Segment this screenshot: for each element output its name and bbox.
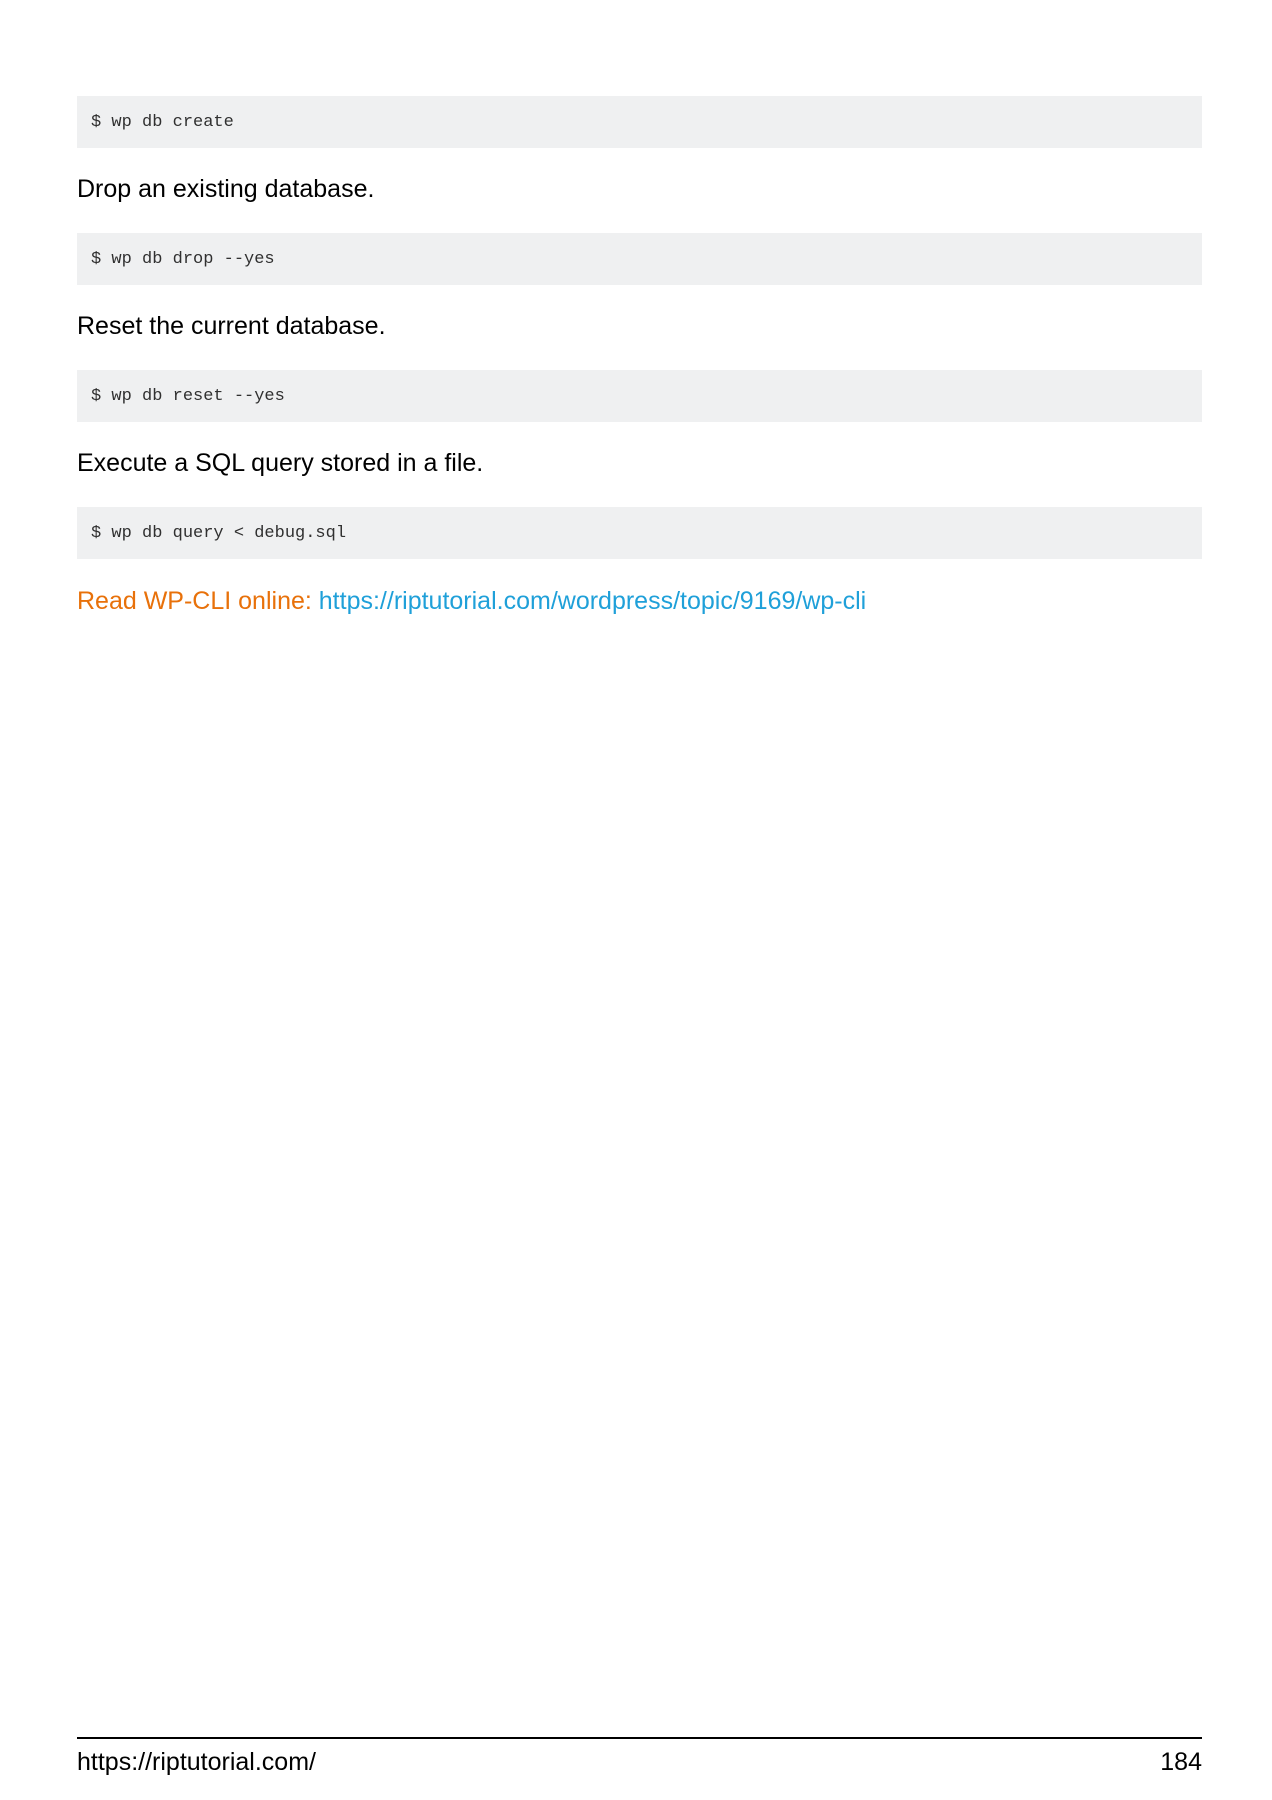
paragraph-execute-sql: Execute a SQL query stored in a file. (77, 449, 484, 477)
topic-link[interactable]: https://riptutorial.com/wordpress/topic/9169/wp-cli (318, 587, 867, 615)
page-number: 184 (1160, 1748, 1202, 1776)
code-block-db-drop (77, 233, 1202, 285)
code-block-db-reset (77, 370, 1202, 422)
paragraph-reset-database: Reset the current database. (77, 312, 386, 340)
code-block-db-create (77, 96, 1202, 148)
paragraph-drop-database: Drop an existing database. (77, 175, 375, 203)
code-text: $ wp db query < debug.sql (91, 523, 347, 543)
read-online-line (77, 586, 866, 616)
read-online-label: Read WP-CLI online: (77, 587, 319, 615)
footer-url: https://riptutorial.com/ (77, 1748, 316, 1776)
code-text: $ wp db drop --yes (91, 249, 275, 269)
code-text: $ wp db create (91, 112, 234, 132)
code-text: $ wp db reset --yes (91, 386, 285, 406)
code-block-db-query (77, 507, 1202, 559)
footer-divider (77, 1737, 1202, 1739)
